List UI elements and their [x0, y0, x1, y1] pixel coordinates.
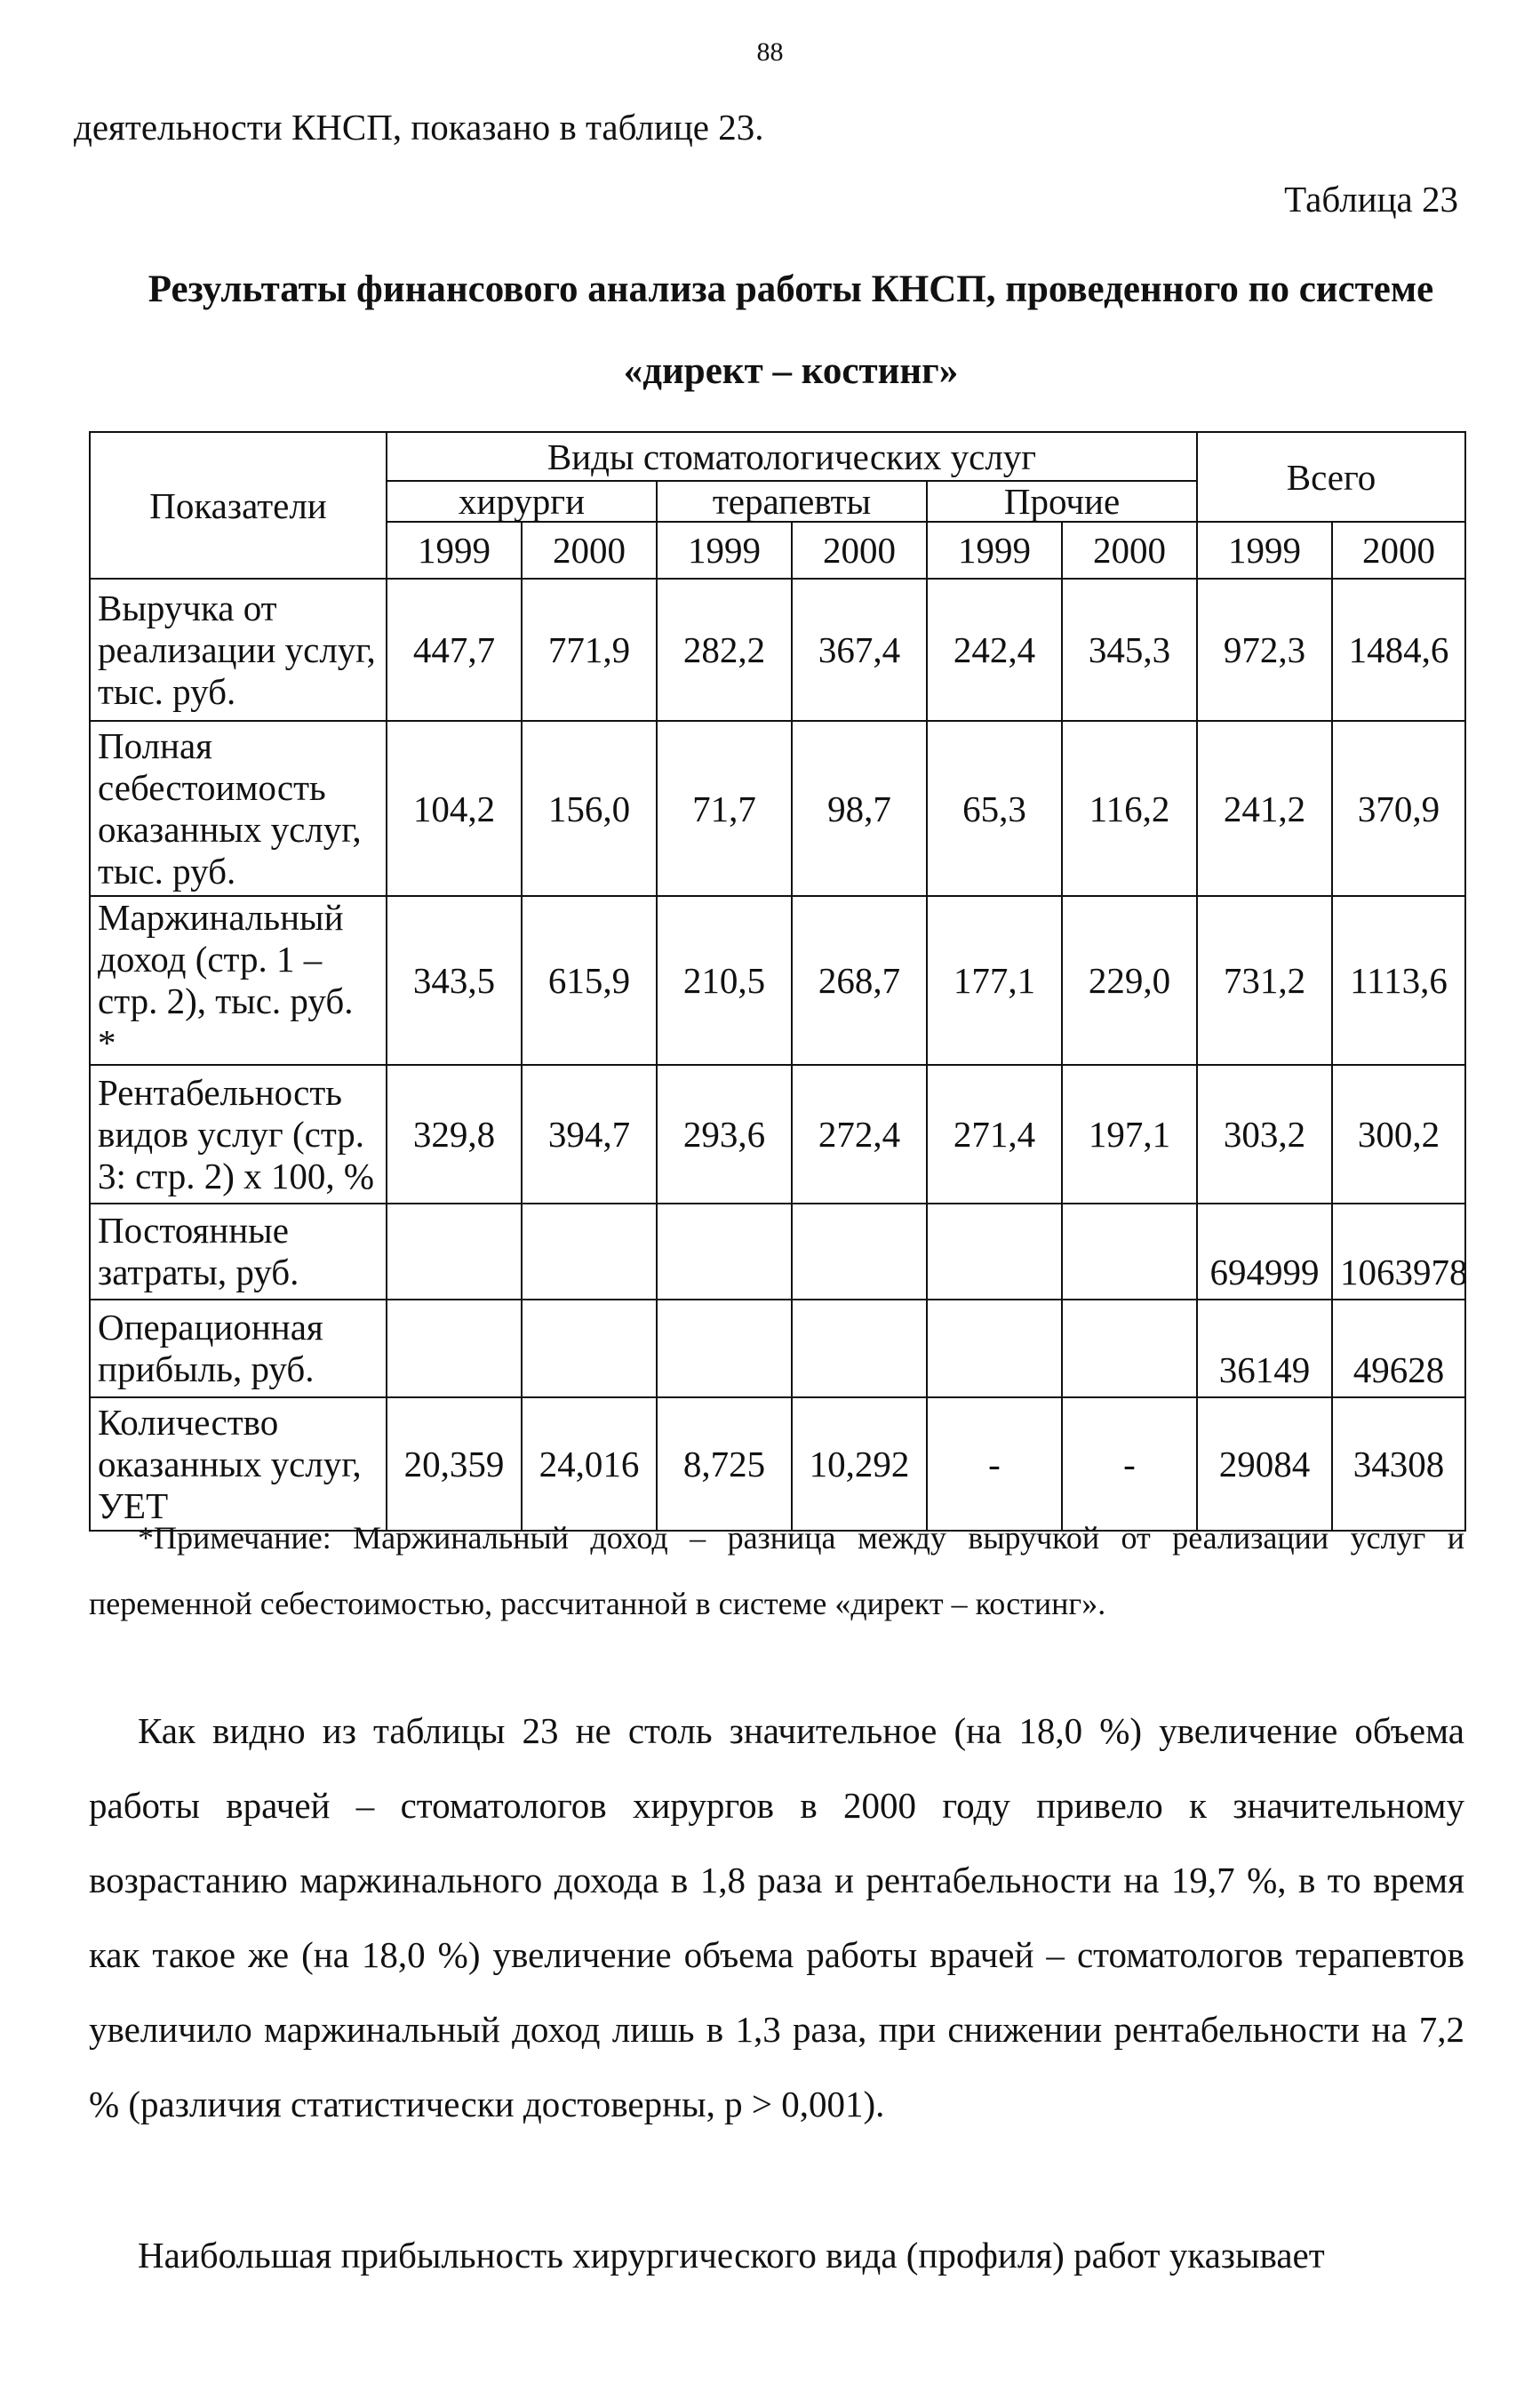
row-label: Операционная прибыль, руб. [90, 1300, 387, 1397]
table-cell: 177,1 [927, 896, 1062, 1065]
table-cell: 1113,6 [1332, 896, 1465, 1065]
table-cell: 36149 [1197, 1300, 1332, 1397]
header-service-types: Виды стоматологических услуг [387, 432, 1197, 481]
table-cell: 49628 [1332, 1300, 1465, 1397]
header-year: 2000 [1332, 522, 1465, 579]
table-cell: 271,4 [927, 1065, 1062, 1204]
header-year: 1999 [657, 522, 792, 579]
table-cell: 116,2 [1062, 721, 1197, 896]
table-cell: 98,7 [792, 721, 927, 896]
table-cell: 731,2 [1197, 896, 1332, 1065]
header-year: 1999 [927, 522, 1062, 579]
table-cell: 210,5 [657, 896, 792, 1065]
table-cell: 24,016 [522, 1397, 657, 1531]
table-cell: 615,9 [522, 896, 657, 1065]
table-caption: Таблица 23 [1284, 179, 1458, 220]
table-cell: 394,7 [522, 1065, 657, 1204]
table-cell: 1063978 [1332, 1204, 1465, 1300]
table-cell: 343,5 [387, 896, 522, 1065]
table-cell: 10,292 [792, 1397, 927, 1531]
financial-analysis-table [89, 431, 1466, 1532]
row-label: Количество оказанных услуг, УЕТ [90, 1397, 387, 1531]
table-cell: - [927, 1397, 1062, 1531]
table-cell: 8,725 [657, 1397, 792, 1531]
header-year: 1999 [387, 522, 522, 579]
table-cell: 20,359 [387, 1397, 522, 1531]
table-cell: 242,4 [927, 579, 1062, 721]
header-group-surgeons: хирурги [387, 481, 657, 522]
intro-text: деятельности КНСП, показано в таблице 23. [74, 107, 764, 148]
row-label: Рентабельность видов услуг (стр. 3: стр. 2) х 100, % [90, 1065, 387, 1204]
body-paragraph: Наибольшая прибыльность хирургического вида (профиля) работ указывает [138, 2235, 1325, 2276]
table-cell [657, 1204, 792, 1300]
table-cell [387, 1300, 522, 1397]
row-label: Полная себестоимость оказанных услуг, тыс. руб. [90, 721, 387, 896]
header-indicators: Показатели [90, 432, 387, 579]
table-cell: 241,2 [1197, 721, 1332, 896]
table-cell: 771,9 [522, 579, 657, 721]
table-cell: 65,3 [927, 721, 1062, 896]
table-cell: 71,7 [657, 721, 792, 896]
table-cell: 367,4 [792, 579, 927, 721]
table-cell [1062, 1204, 1197, 1300]
table-cell: 156,0 [522, 721, 657, 896]
table-cell [657, 1300, 792, 1397]
table-cell: 282,2 [657, 579, 792, 721]
table-cell: 197,1 [1062, 1065, 1197, 1204]
table-cell: 104,2 [387, 721, 522, 896]
table-cell: 972,3 [1197, 579, 1332, 721]
table-cell: 229,0 [1062, 896, 1197, 1065]
table-row [90, 896, 1465, 1065]
table-cell [792, 1204, 927, 1300]
table-cell: 34308 [1332, 1397, 1465, 1531]
body-paragraph: Как видно из таблицы 23 не столь значительное (на 18,0 %) увеличение объема работы врачей – стоматологов хирургов в 2000 году привело к значительному возрастанию маржинального дохода в 1,8 раза и рентабельности на 19,7 %, в то время как такое же (на 18,0 %) увеличение объема работы врачей – стоматологов терапевтов увеличило маржинальный доход лишь в 1,3 раза, при снижении рентабельности на 7,2 % (различия статистически достоверны, р > 0,001). [89, 1710, 1464, 2124]
table-cell: 268,7 [792, 896, 927, 1065]
row-label: Выручка от реализации услуг, тыс. руб. [90, 579, 387, 721]
table-cell: 300,2 [1332, 1065, 1465, 1204]
table-row [90, 1300, 1465, 1397]
table-cell: 1484,6 [1332, 579, 1465, 721]
table-row [90, 1065, 1465, 1204]
table-footnote: *Примечание: Маржинальный доход – разница между выручкой от реализации услуг и переменной себестоимостью, рассчитанной в системе «директ – костинг». [89, 1520, 1464, 1621]
header-year: 2000 [1062, 522, 1197, 579]
table-cell: 694999 [1197, 1204, 1332, 1300]
header-group-other: Прочие [927, 481, 1197, 522]
table-cell: 345,3 [1062, 579, 1197, 721]
header-group-therapists: терапевты [657, 481, 927, 522]
table-cell: 272,4 [792, 1065, 927, 1204]
table-title: Результаты финансового анализа работы КНСП, проведенного по системе «директ – костинг» [148, 268, 1434, 392]
table-cell [1062, 1300, 1197, 1397]
table-cell [522, 1300, 657, 1397]
header-year: 1999 [1197, 522, 1332, 579]
header-year: 2000 [792, 522, 927, 579]
table-cell [522, 1204, 657, 1300]
table-cell: 303,2 [1197, 1065, 1332, 1204]
table-cell: 329,8 [387, 1065, 522, 1204]
table-row [90, 1204, 1465, 1300]
table-cell [927, 1204, 1062, 1300]
table-cell: 293,6 [657, 1065, 792, 1204]
table-cell [387, 1204, 522, 1300]
row-label: Постоянные затраты, руб. [90, 1204, 387, 1300]
table-cell [927, 1300, 1062, 1397]
table-row [90, 721, 1465, 896]
table-cell: - [1062, 1397, 1197, 1531]
page-number: 88 [756, 37, 784, 67]
table-cell: 29084 [1197, 1397, 1332, 1531]
row-label: Маржинальный доход (стр. 1 – стр. 2), тыс. руб. * [90, 896, 387, 1065]
table-cell [792, 1300, 927, 1397]
table-cell: 447,7 [387, 579, 522, 721]
header-year: 2000 [522, 522, 657, 579]
table-row [90, 579, 1465, 721]
header-total: Всего [1197, 432, 1465, 522]
table-cell: 370,9 [1332, 721, 1465, 896]
